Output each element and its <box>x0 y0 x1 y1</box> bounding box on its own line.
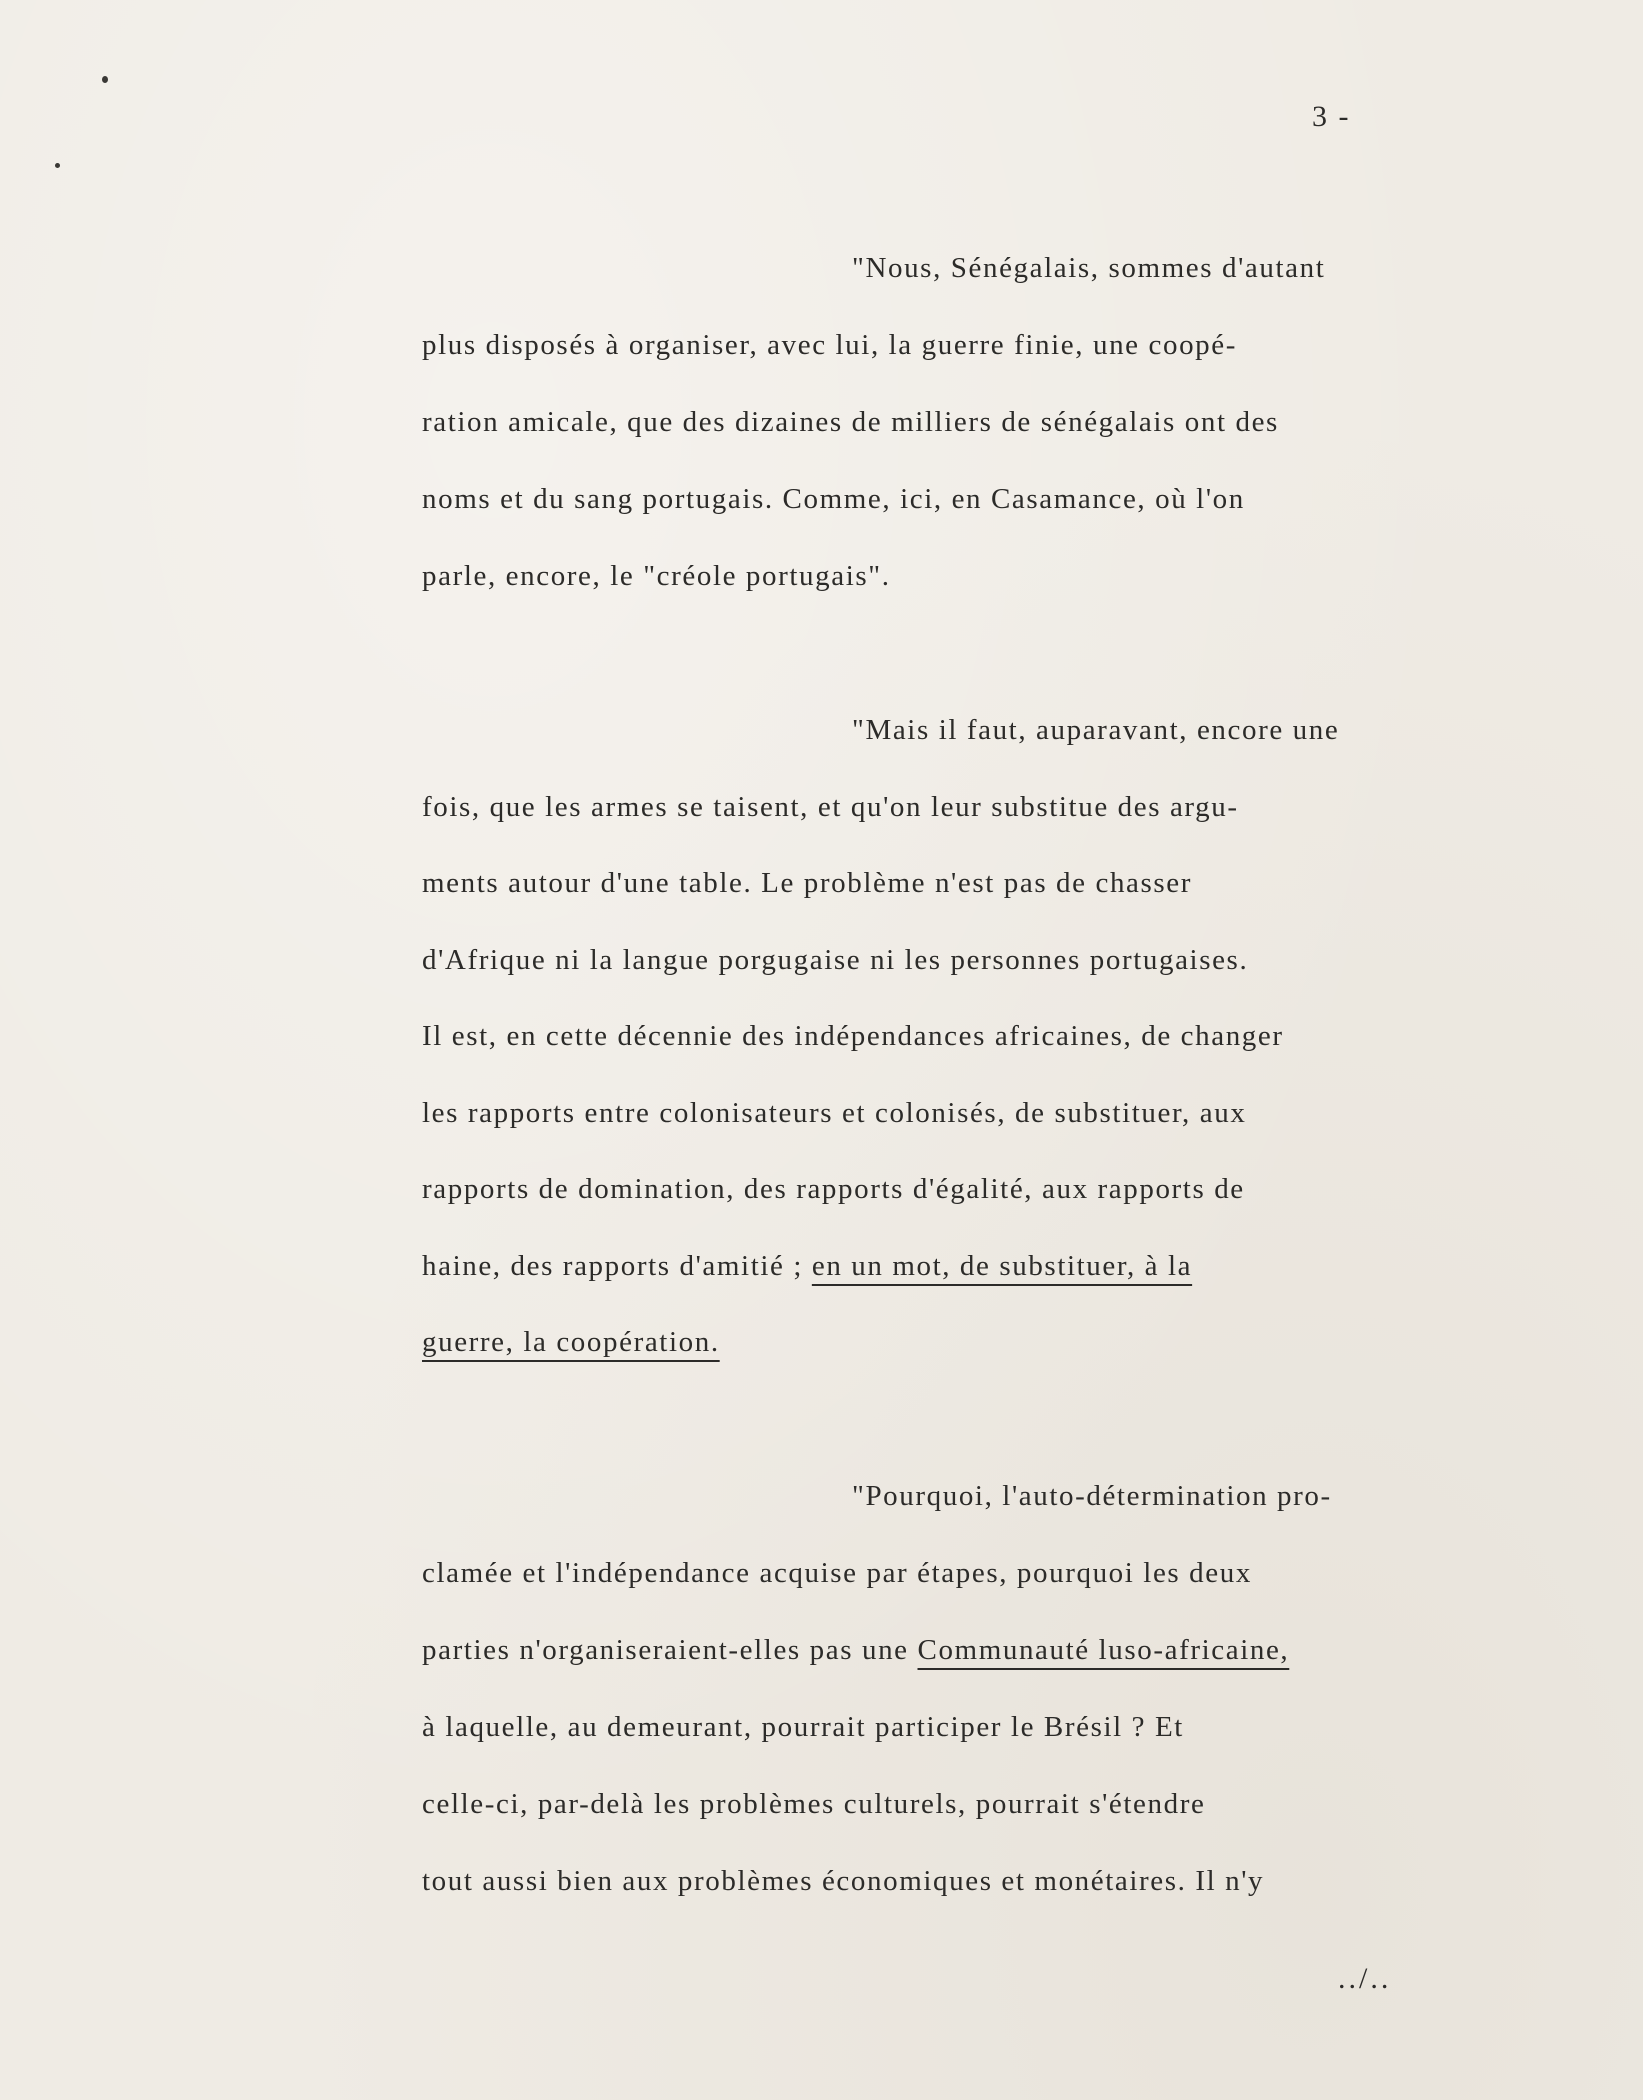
paper-speck <box>102 76 108 83</box>
text-line: d'Afrique ni la langue porgugaise ni les personnes portugaises. <box>422 944 1249 976</box>
continuation-mark: ../.. <box>1338 1962 1392 1995</box>
text-line: ration amicale, que des dizaines de milliers de sénégalais ont des <box>422 406 1279 438</box>
underlined-text: Communauté luso-africaine, <box>917 1634 1290 1666</box>
paper-speck <box>55 163 60 168</box>
text-segment: haine, des rapports d'amitié ; <box>422 1250 812 1282</box>
text-line: ments autour d'une table. Le problème n'est pas de chasser <box>422 867 1193 899</box>
text-segment: parties n'organiseraient-elles pas une <box>422 1634 918 1666</box>
text-line: tout aussi bien aux problèmes économiques et monétaires. Il n'y <box>422 1865 1265 1897</box>
text-line: "Pourquoi, l'auto-détermination pro- <box>852 1480 1332 1512</box>
text-line: Il est, en cette décennie des indépendances africaines, de changer <box>422 1020 1284 1052</box>
underlined-text: guerre, la coopération. <box>422 1326 720 1358</box>
text-line: les rapports entre colonisateurs et colonisés, de substituer, aux <box>422 1097 1247 1129</box>
text-line: "Nous, Sénégalais, sommes d'autant <box>852 252 1326 284</box>
text-line: rapports de domination, des rapports d'égalité, aux rapports de <box>422 1173 1245 1205</box>
text-line: noms et du sang portugais. Comme, ici, en Casamance, où l'on <box>422 483 1245 515</box>
text-line: parle, encore, le "créole portugais". <box>422 560 891 592</box>
page-number: 3 - <box>1312 100 1351 133</box>
underlined-text: en un mot, de substituer, à la <box>811 1250 1193 1282</box>
text-line <box>422 1328 720 1357</box>
text-line: clamée et l'indépendance acquise par étapes, pourquoi les deux <box>422 1557 1252 1589</box>
text-line: "Mais il faut, auparavant, encore une <box>852 714 1340 746</box>
text-line: plus disposés à organiser, avec lui, la guerre finie, une coopé- <box>422 329 1237 361</box>
text-line <box>422 1252 1192 1281</box>
text-line <box>422 1636 1289 1665</box>
text-line: à laquelle, au demeurant, pourrait participer le Brésil ? Et <box>422 1711 1184 1743</box>
text-line: celle-ci, par-delà les problèmes culturels, pourrait s'étendre <box>422 1788 1206 1820</box>
text-line: fois, que les armes se taisent, et qu'on leur substitue des argu- <box>422 791 1239 823</box>
